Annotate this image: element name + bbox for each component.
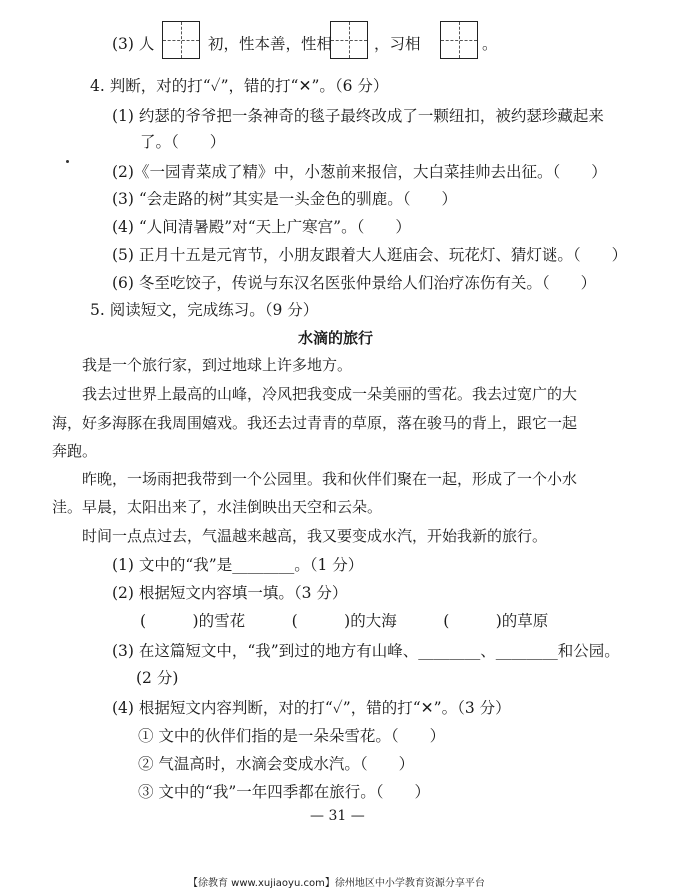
writing-box-2[interactable]: [330, 21, 368, 59]
q5-question-3: (3) 在这篇短文中，“我”到过的地方有山峰、________、________和公园。: [112, 642, 620, 660]
q4-item-5: (5) 正月十五是元宵节，小朋友跟着大人逛庙会、玩花灯、猜灯谜。（ ）: [112, 246, 628, 264]
passage-line: 洼。早晨，太阳出来了，水洼倒映出天空和云朵。: [52, 498, 383, 516]
q4-item-4: (4) “人间清暑殿”对“天上广寒宫”。（ ）: [112, 218, 411, 236]
q5-question-2-blanks: ( )的雪花 ( )的大海 ( )的草原: [140, 612, 549, 630]
writing-box-1[interactable]: [162, 21, 200, 59]
writing-box-3[interactable]: [440, 21, 478, 59]
q5-question-2: (2) 根据短文内容填一填。（3 分）: [112, 584, 348, 602]
q5-question-4: (4) 根据短文内容判断，对的打“✓”，错的打“✕”。（3 分）: [112, 699, 511, 717]
q5-question-4-item-2: ② 气温高时，水滴会变成水汽。（ ）: [138, 755, 415, 773]
scan-dot: [66, 160, 69, 163]
passage-line: 时间一点点过去，气温越来越高，我又要变成水汽，开始我新的旅行。: [82, 527, 548, 545]
passage-line: 昨晚，一场雨把我带到一个公园里。我和伙伴们聚在一起，形成了一个小水: [82, 470, 578, 488]
page-number: — 31 —: [310, 808, 365, 824]
q3-text-1: 初，性本善，性相: [208, 35, 333, 53]
q5-question-4-item-1: ① 文中的伙伴们指的是一朵朵雪花。（ ）: [138, 727, 446, 745]
q5-question-1: (1) 文中的“我”是________。（1 分）: [112, 556, 364, 574]
q5-heading: 5. 阅读短文，完成练习。（9 分）: [90, 301, 319, 319]
q4-item-3: (3) “会走路的树”其实是一头金色的驯鹿。（ ）: [112, 190, 457, 208]
q4-item-6: (6) 冬至吃饺子，传说与东汉名医张仲景给人们治疗冻伤有关。（ ）: [112, 274, 597, 292]
passage-line: 我是一个旅行家，到过地球上许多地方。: [82, 356, 353, 374]
q4-heading: 4. 判断，对的打“✓”，错的打“✕”。（6 分）: [90, 77, 389, 95]
q5-question-3-score: (2 分): [136, 669, 179, 687]
q3-label: (3) 人: [112, 35, 155, 53]
q3-text-2: ，习相: [374, 35, 421, 53]
passage-line: 海，好多海豚在我周围嬉戏。我还去过青青的草原，落在骏马的背上，跟它一起: [52, 414, 578, 432]
q4-item-2: (2)《一园青菜成了精》中，小葱前来报信，大白菜挂帅去出征。（ ）: [112, 163, 607, 181]
passage-title: 水滴的旅行: [298, 329, 374, 347]
q4-item-1: (1) 约瑟的爷爷把一条神奇的毯子最终改成了一颗纽扣，被约瑟珍藏起来: [112, 107, 604, 125]
q5-question-4-item-3: ③ 文中的“我”一年四季都在旅行。（ ）: [138, 783, 431, 801]
passage-line: 奔跑。: [52, 442, 98, 460]
footer-watermark: 【徐教育 www.xujiaoyu.com】徐州地区中小学教育资源分享平台: [188, 878, 485, 889]
q4-item-1-cont: 了。（ ）: [140, 133, 226, 151]
passage-line: 我去过世界上最高的山峰，冷风把我变成一朵美丽的雪花。我去过宽广的大: [82, 385, 578, 403]
q3-end: 。: [482, 35, 498, 53]
